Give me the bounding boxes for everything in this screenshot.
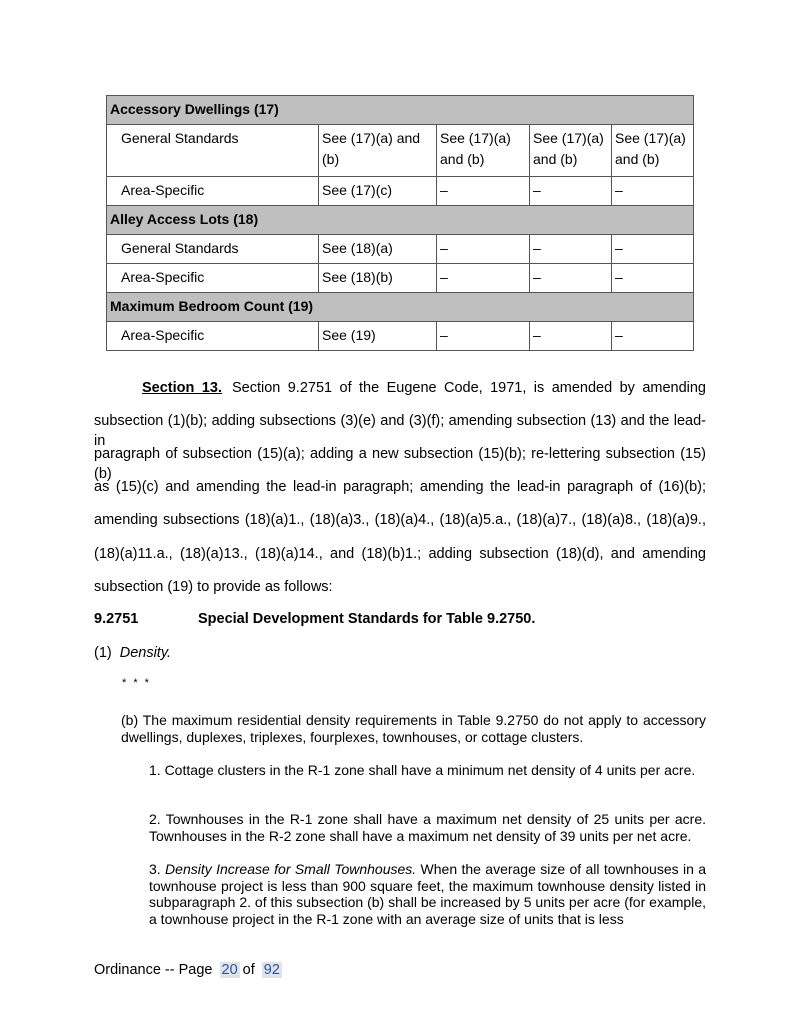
section-line: subsection (19) to provide as follows: [94, 579, 333, 595]
total-pages: 92 [263, 962, 280, 978]
item-3 [149, 861, 706, 927]
table-cell: – [612, 235, 694, 264]
table-cell: See (17)(a) and (b) [530, 125, 612, 177]
item-2: 2. Townhouses in the R-1 zone shall have a maximum net density of 25 units per acre. Townhouses in the R-2 zone shall have a maximum net density of 39 units per net acre. [149, 811, 706, 844]
development-standards-table [106, 95, 694, 351]
group-title: Maximum Bedroom Count (19) [107, 293, 694, 322]
page-footer [94, 962, 285, 978]
footer-prefix: Ordinance -- Page [94, 962, 213, 978]
footer-of: of [242, 962, 255, 978]
subsection-b: (b) The maximum residential density requirements in Table 9.2750 do not apply to accessory dwellings, duplexes, triplexes, fourplexes, townhouses, or cottage clusters. [121, 712, 706, 745]
table-cell: – [437, 177, 530, 206]
table-cell: See (19) [319, 322, 437, 351]
item-text: When the average size of all townhouses in a townhouse project is less than 900 square feet, the maximum townhouse density listed in subparagraph 2. of this subsection (b) shall be increased by 5 units per acre (for example, a townhouse project in the R-1 zone with an average size of units that is less [149, 861, 706, 927]
omission-marker: * * * [122, 677, 151, 689]
table-row [107, 177, 694, 206]
table-cell: – [612, 264, 694, 293]
table-group-header [107, 96, 694, 125]
table-cell: – [530, 235, 612, 264]
table-cell: See (17)(a) and (b) [612, 125, 694, 177]
group-title: Accessory Dwellings (17) [107, 96, 694, 125]
row-label: General Standards [107, 125, 319, 177]
table-cell: – [530, 264, 612, 293]
section-line [94, 378, 706, 398]
item-number: 3. [149, 861, 166, 877]
table-row [107, 264, 694, 293]
section-line: paragraph of subsection (15)(a); adding a new subsection (15)(b); re-lettering subsection (15)(b) [94, 446, 706, 482]
table-cell: See (17)(c) [319, 177, 437, 206]
table-cell: – [530, 177, 612, 206]
table-group-header [107, 206, 694, 235]
table-row [107, 235, 694, 264]
section-line: subsection (1)(b); adding subsections (3)(e) and (3)(f); amending subsection (13) and the lead-in [94, 413, 706, 449]
section-line: amending subsections (18)(a)1., (18)(a)3., (18)(a)4., (18)(a)5.a., (18)(a)7., (18)(a)8., (18)(a)9., [94, 512, 706, 528]
table-cell: – [612, 177, 694, 206]
table-cell: See (18)(a) [319, 235, 437, 264]
section-text: Section 9.2751 of the Eugene Code, 1971, is amended by amending [231, 380, 706, 396]
table-cell: – [437, 264, 530, 293]
subsection-1-heading [94, 645, 171, 661]
table-cell: – [437, 322, 530, 351]
row-label: Area-Specific [107, 177, 319, 206]
table-cell: – [612, 322, 694, 351]
table-cell: – [437, 235, 530, 264]
item-1: 1. Cottage clusters in the R-1 zone shall have a minimum net density of 4 units per acre. [149, 762, 696, 778]
table-cell: – [530, 322, 612, 351]
row-label: General Standards [107, 235, 319, 264]
subsection-title: Density. [119, 645, 172, 661]
item-title: Density Increase for Small Townhouses. [165, 861, 417, 877]
table-row [107, 125, 694, 177]
subsection-number: (1) [94, 645, 112, 661]
code-heading [94, 611, 535, 627]
section-line: (18)(a)11.a., (18)(a)13., (18)(a)14., and (18)(b)1.; adding subsection (18)(d), and amending [94, 546, 706, 562]
row-label: Area-Specific [107, 264, 319, 293]
table-cell: See (17)(a) and (b) [319, 125, 437, 177]
table-row [107, 322, 694, 351]
code-number: 9.2751 [94, 611, 139, 627]
row-label: Area-Specific [107, 322, 319, 351]
section-line: as (15)(c) and amending the lead-in paragraph; amending the lead-in paragraph of (16)(b); [94, 479, 706, 495]
code-title: Special Development Standards for Table 9.2750. [198, 611, 536, 627]
table-cell: See (18)(b) [319, 264, 437, 293]
table-cell: See (17)(a) and (b) [437, 125, 530, 177]
page-number: 20 [221, 962, 238, 978]
table-group-header [107, 293, 694, 322]
group-title: Alley Access Lots (18) [107, 206, 694, 235]
section-label: Section 13. [142, 380, 222, 396]
